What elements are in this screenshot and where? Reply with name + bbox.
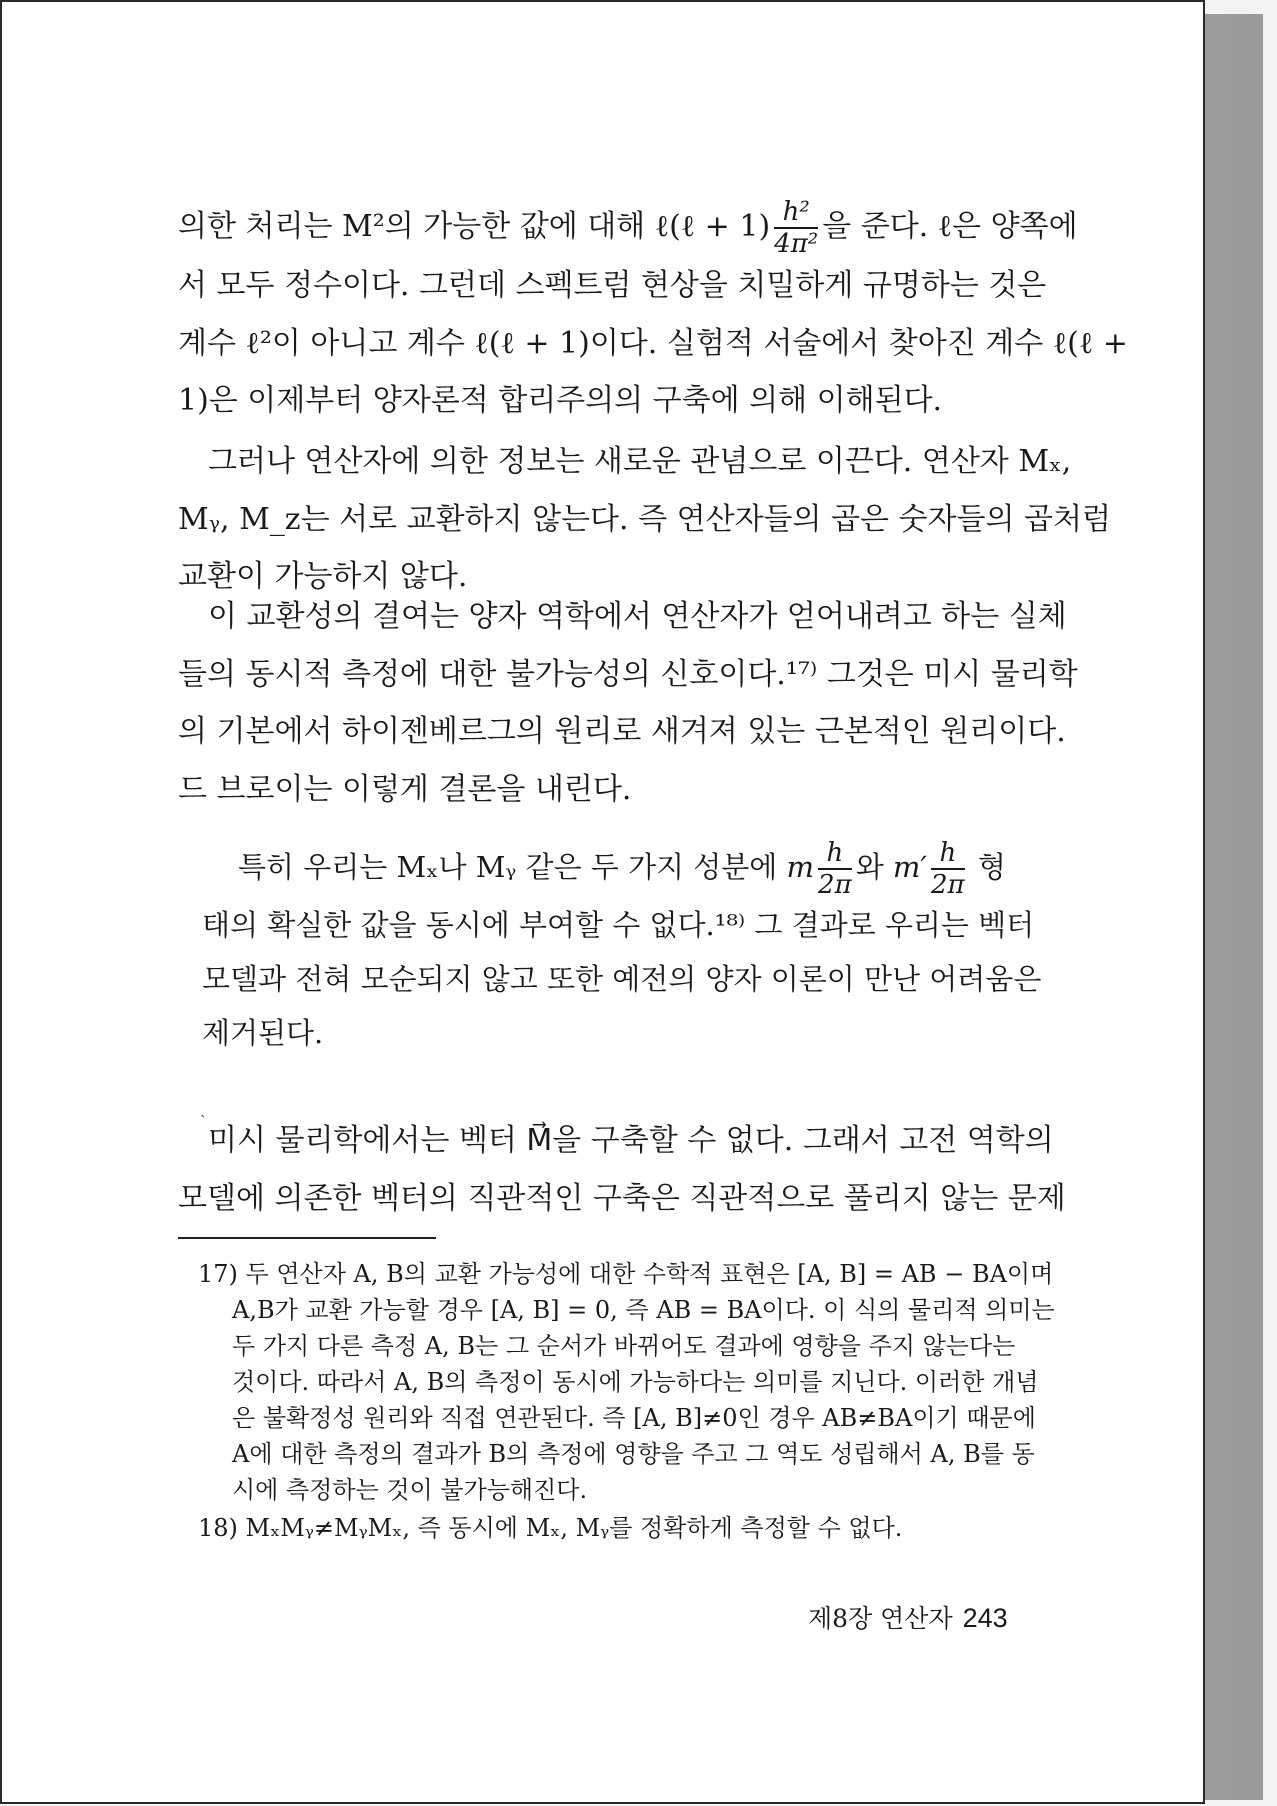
text-segment: 을 준다. ℓ은 양쪽에 xyxy=(822,209,1078,244)
footnote-17-line-2: A,B가 교환 가능할 경우 [A, B] = 0, 즉 AB = BA이다. 이 식의 물리적 의미는 xyxy=(232,1296,1055,1324)
fraction-denominator: 2π xyxy=(818,870,852,900)
paragraph-4-line-1: 미시 물리학에서는 벡터 M⃗을 구축할 수 없다. 그래서 고전 역학의 xyxy=(208,1123,1054,1158)
page-footer xyxy=(808,1599,1008,1635)
fraction-denominator: 4π² xyxy=(774,229,819,259)
footnote-18 xyxy=(198,1510,1046,1546)
paragraph-3-line-3: 의 기본에서 하이젠베르그의 원리로 새겨져 있는 근본적인 원리이다. xyxy=(178,714,1066,749)
footnote-18-line-1: 18) MₓMᵧ≠MᵧMₓ, 즉 동시에 Mₓ, Mᵧ를 정확하게 측정할 수 없다. xyxy=(198,1514,903,1542)
footnote-17-line-6: A에 대한 측정의 결과가 B의 측정에 영향을 주고 그 역도 성립해서 A, B를 동 xyxy=(232,1440,1035,1468)
footnote-17 xyxy=(198,1256,1055,1508)
footnote-17-line-5: 은 불확정성 원리와 직접 연관된다. 즉 [A, B]≠0인 경우 AB≠BA이기 때문에 xyxy=(232,1404,1036,1432)
quotation-line-2: 태의 확실한 값을 동시에 부여할 수 없다.¹⁸⁾ 그 결과로 우리는 벡터 xyxy=(202,908,1035,942)
paragraph-3 xyxy=(178,588,1078,818)
quotation-line-4: 제거된다. xyxy=(202,1016,324,1050)
fraction-h-over-2pi xyxy=(931,840,965,898)
text-segment: 특히 우리는 Mₓ나 Mᵧ 같은 두 가지 성분에 xyxy=(238,850,778,884)
paragraph-2-line-2: Mᵧ, M_z는 서로 교환하지 않는다. 즉 연산자들의 곱은 숫자들의 곱처럼 xyxy=(178,501,1111,537)
math-m: m xyxy=(786,850,815,884)
math-m-prime: m′ xyxy=(892,850,928,884)
footnote-divider xyxy=(178,1237,436,1239)
paragraph-2-line-1: 그러나 연산자에 의한 정보는 새로운 관념으로 이끈다. 연산자 Mₓ, xyxy=(208,444,1072,479)
page-number: 243 xyxy=(962,1603,1008,1633)
footnote-17-line-4: 것이다. 따라서 A, B의 측정이 동시에 가능하다는 의미를 지닌다. 이러한 개념 xyxy=(232,1368,1039,1396)
paragraph-1-line-2: 서 모두 정수이다. 그런데 스펙트럼 현상을 치밀하게 규명하는 것은 xyxy=(178,268,1047,303)
paragraph-1-line-4: 1)은 이제부터 양자론적 합리주의의 구축에 의해 이해된다. xyxy=(178,383,943,418)
paragraph-1-line-3: 계수 ℓ²이 아니고 계수 ℓ(ℓ + 1)이다. 실험적 서술에서 찾아진 계수 ℓ(ℓ + xyxy=(178,325,1128,361)
fraction-numerator: h² xyxy=(774,199,818,229)
fraction-h-over-2pi xyxy=(818,840,852,898)
paragraph-1 xyxy=(178,197,1128,430)
text-segment: 의한 처리는 M²의 가능한 값에 대해 ℓ(ℓ + 1) xyxy=(178,209,771,244)
fraction-h2-over-4pi2 xyxy=(774,199,818,257)
paragraph-2 xyxy=(178,433,1111,606)
quotation-line-3: 모델과 전혀 모순되지 않고 또한 예전의 양자 이론이 만난 어려움은 xyxy=(202,962,1042,996)
footnote-17-line-1: 17) 두 연산자 A, B의 교환 가능성에 대한 수학적 표현은 [A, B] = AB − BA이며 xyxy=(198,1260,1054,1288)
paragraph-3-line-2: 들의 동시적 측정에 대한 불가능성의 신호이다.¹⁷⁾ 그것은 미시 물리학 xyxy=(178,656,1078,692)
paragraph-4 xyxy=(178,1112,1066,1227)
paragraph-2-line-3: 교환이 가능하지 않다. xyxy=(178,559,468,594)
fraction-numerator: h xyxy=(818,840,852,870)
paragraph-3-line-4: 드 브로이는 이렇게 결론을 내린다. xyxy=(178,771,632,807)
chapter-title: 제8장 연산자 xyxy=(808,1604,953,1633)
footnote-17-line-3: 두 가지 다른 측정 A, B는 그 순서가 바뀌어도 결과에 영향을 주지 않는다는 xyxy=(232,1332,1016,1360)
paragraph-4-line-2: 모델에 의존한 벡터의 직관적인 구축은 직관적으로 풀리지 않는 문제 xyxy=(178,1180,1066,1216)
fraction-numerator: h xyxy=(931,840,965,870)
text-segment: 형 xyxy=(977,850,1006,884)
paragraph-3-line-1: 이 교환성의 결여는 양자 역학에서 연산자가 얻어내려고 하는 실체 xyxy=(208,599,1067,634)
block-quotation xyxy=(202,838,1042,1060)
paragraph-1-line-1 xyxy=(178,197,1078,259)
text-segment: 와 xyxy=(855,850,884,884)
footnote-17-line-7: 시에 측정하는 것이 불가능해진다. xyxy=(232,1476,588,1504)
stray-mark: ` xyxy=(200,1114,207,1130)
fraction-denominator: 2π xyxy=(931,870,965,900)
quotation-line-1 xyxy=(202,840,1006,898)
